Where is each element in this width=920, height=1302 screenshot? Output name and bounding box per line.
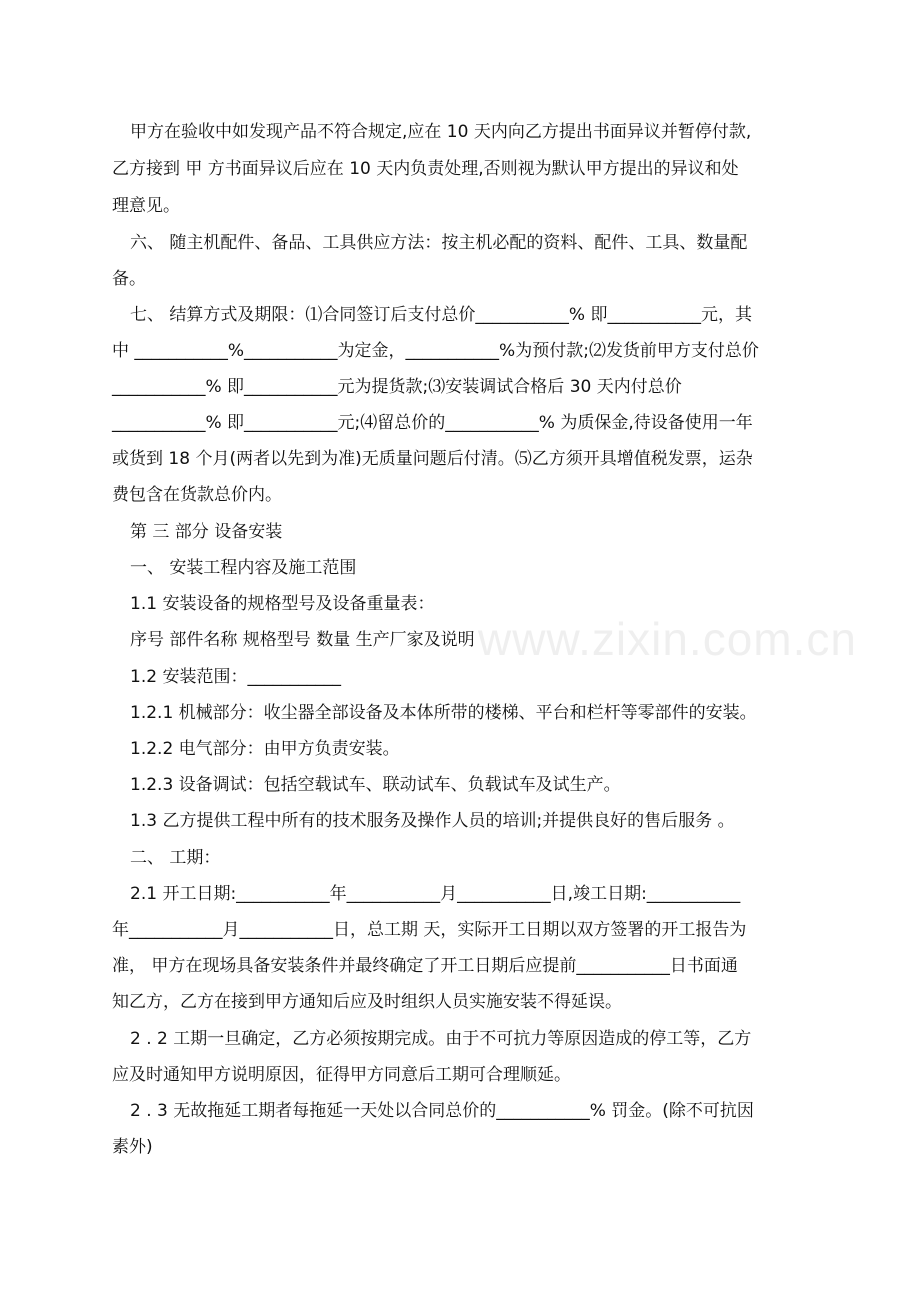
section-heading: 二、 工期：: [130, 848, 221, 868]
text-line: 备。: [112, 269, 146, 289]
text-line: 2.1 开工日期:___________年___________月___________日,竣工日期:___________: [130, 884, 741, 904]
text-line: 七、 结算方式及期限：⑴合同签订后支付总价___________% 即___________元，其: [130, 305, 752, 325]
section-heading: 第 三 部分 设备安装: [130, 522, 283, 542]
text-line: 1.2.2 电气部分：由甲方负责安装。: [130, 739, 400, 759]
section-heading: 一、 安装工程内容及施工范围: [130, 558, 357, 578]
text-line: 1.1 安装设备的规格型号及设备重量表：: [130, 594, 435, 614]
watermark: www.zixin.com.cn: [478, 613, 857, 665]
text-line: 费包含在货款总价内。: [112, 485, 282, 505]
text-line: 1.2.1 机械部分：收尘器全部设备及本体所带的楼梯、平台和栏杆等零部件的安装。: [130, 703, 757, 723]
text-line: ___________% 即___________元;⑷留总价的___________% 为质保金,待设备使用一年: [112, 413, 753, 433]
text-line: ___________% 即___________元为提货款;⑶安装调试合格后 30 天内付总价: [112, 377, 682, 397]
text-line: 甲方在验收中如发现产品不符合规定,应在 10 天内向乙方提出书面异议并暂停付款,: [130, 122, 752, 142]
text-line: 理意见。: [112, 196, 180, 216]
text-line: 1.3 乙方提供工程中所有的技术服务及操作人员的培训;并提供良好的售后服务 。: [130, 811, 735, 831]
text-line: 中 ___________%___________为定金，___________%为预付款;⑵发货前甲方支付总价: [112, 341, 759, 361]
text-line: 知乙方，乙方在接到甲方通知后应及时组织人员实施安装不得延误。: [112, 992, 622, 1012]
text-line: 年___________月___________日，总工期 天，实际开工日期以双方签署的开工报告为: [112, 920, 747, 940]
text-line: 素外): [112, 1137, 153, 1157]
text-line: 2 . 3 无故拖延工期者每拖延一天处以合同总价的___________% 罚金。(除不可抗因: [130, 1101, 754, 1121]
text-line: 六、 随主机配件、备品、工具供应方法：按主机必配的资料、配件、工具、数量配: [130, 233, 748, 253]
text-line: 2 . 2 工期一旦确定，乙方必须按期完成。由于不可抗力等原因造成的停工等，乙方: [130, 1029, 752, 1049]
text-line: 1.2 安装范围：___________: [130, 667, 341, 687]
text-line: 应及时通知甲方说明原因，征得甲方同意后工期可合理顺延。: [112, 1065, 571, 1085]
text-line: 序号 部件名称 规格型号 数量 生产厂家及说明: [130, 630, 475, 650]
text-line: 乙方接到 甲 方书面异议后应在 10 天内负责处理,否则视为默认甲方提出的异议和处: [112, 159, 739, 179]
text-line: 或货到 18 个月(两者以先到为准)无质量问题后付清。⑸乙方须开具增值税发票，运杂: [112, 449, 753, 469]
text-line: 1.2.3 设备调试：包括空载试车、联动试车、负载试车及试生产。: [130, 775, 621, 795]
text-line: 准， 甲方在现场具备安装条件并最终确定了开工日期后应提前___________日书面通: [112, 956, 738, 976]
